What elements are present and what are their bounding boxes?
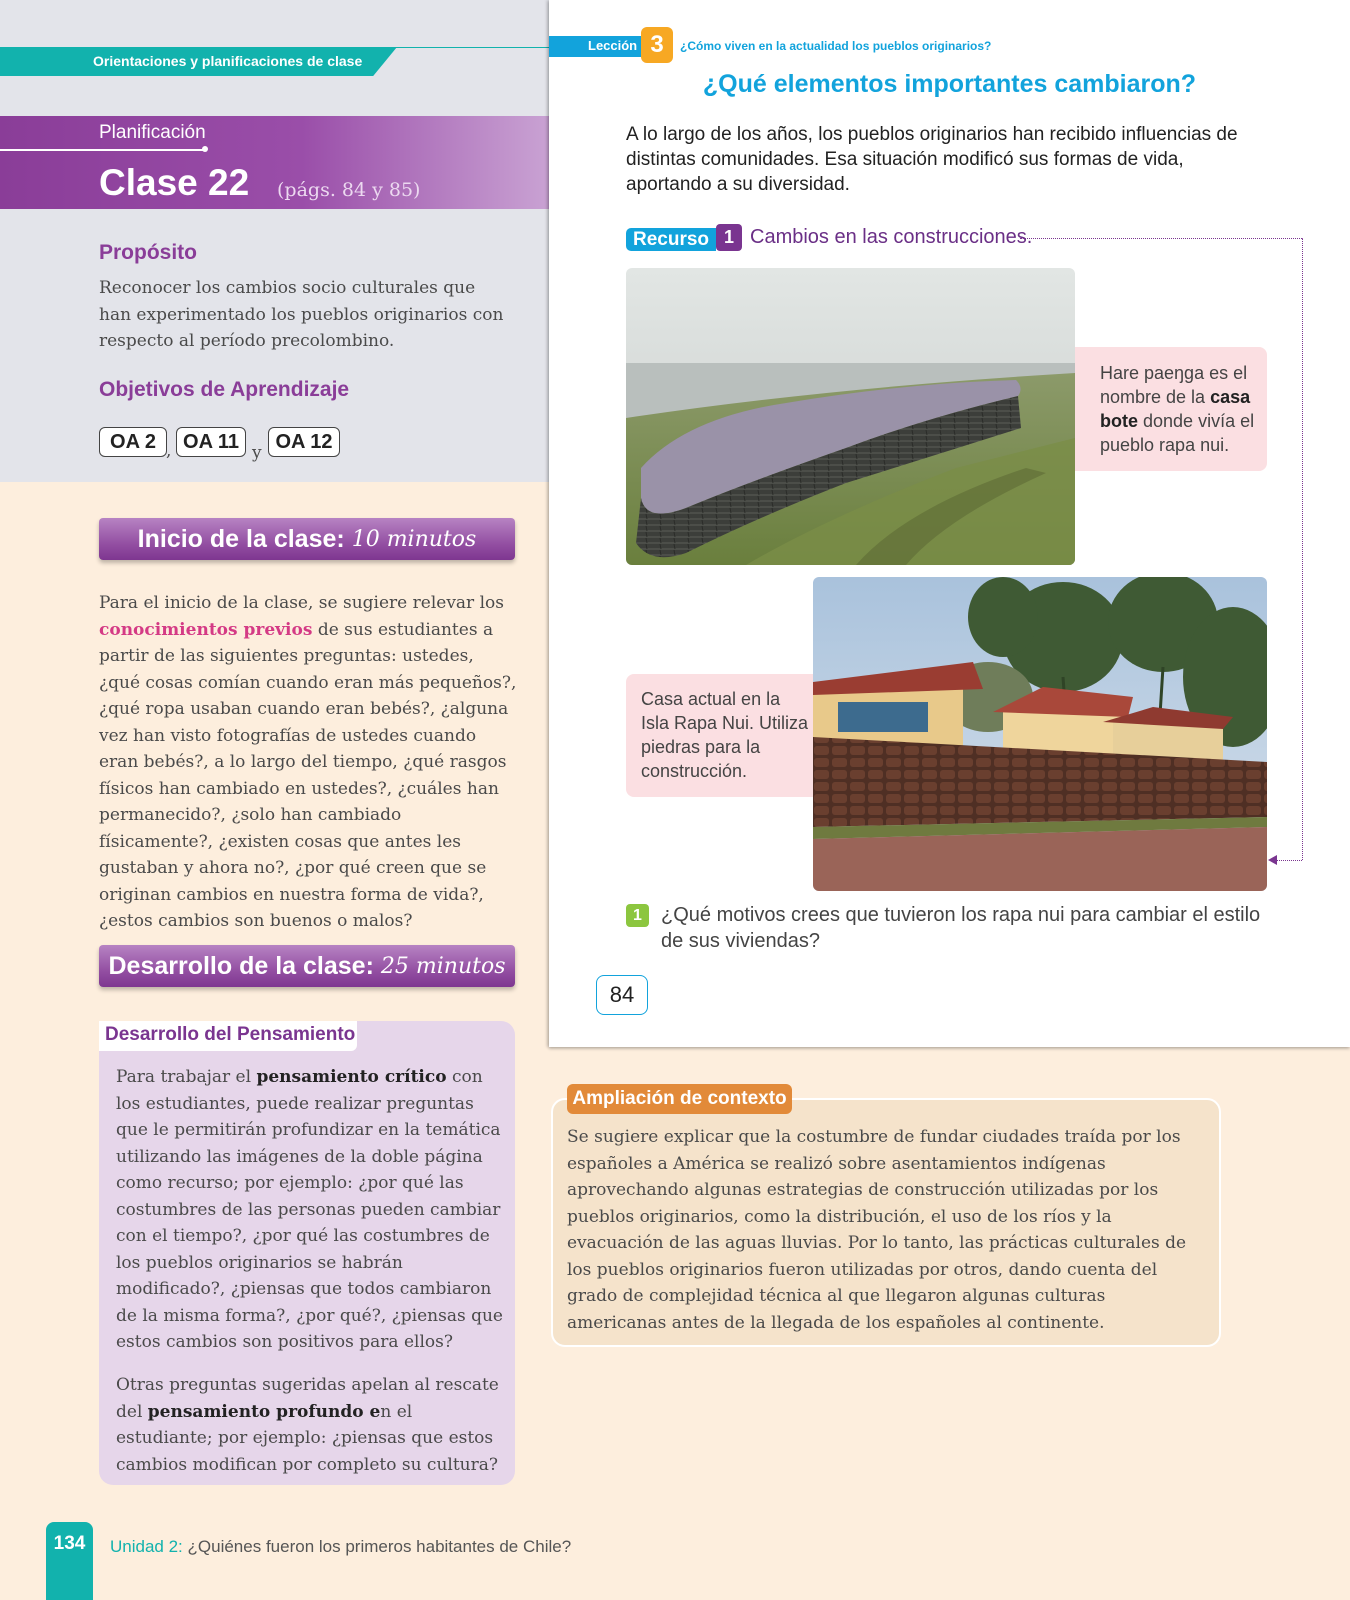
inicio-text (99, 590, 519, 935)
inicio-text-b: de sus estudiantes a partir de las siguientes preguntas: ustedes, ¿qué cosas comían cuando eran más pequeños?, ¿qué ropa usaban cuando eran bebés?, ¿alguna vez han visto fotografías de ustedes cuando eran bebés?, a lo largo del tiempo, ¿qué rasgos físicos han cambiado en ustedes?, ¿cuáles han permanecido?, ¿solo han cambiado físicamente?, ¿existen cosas que antes les gustaban y ahora no?, ¿por qué creen que se originan cambios en nuestra forma de vida?, ¿estos cambios son buenos o malos? (99, 619, 517, 931)
ampliacion-text: Se sugiere explicar que la costumbre de fundar ciudades traída por los españoles a América se realizó sobre asentamientos indígenas aprovechando algunas estrategias de construcción utilizadas por los pueblos originarios, como la distribución, el uso de los ríos y la evacuación de las aguas lluvias. Por lo tanto, las prácticas culturales de los pueblos originarios fueron utilizadas por otros, dando cuenta del grado de complejidad técnica al que llegaron algunas culturas americanas antes de la llegada de los españoles al continente. (567, 1127, 1187, 1333)
recurso-arrow-icon (1268, 855, 1277, 865)
caption1-text-a: Hare paeŋga es el nombre de la (1100, 363, 1248, 407)
casa-bote-bold: casa bote (1100, 387, 1251, 431)
inicio-text-a: Para el inicio de la clase, se sugiere relevar los (99, 593, 504, 613)
recurso-title: Cambios en las construcciones. (750, 226, 1033, 248)
casa-actual-illustration (813, 577, 1267, 891)
oa-separator-comma: , (166, 441, 172, 461)
planificacion-label: Planificación (99, 122, 206, 143)
lesson-intro: A lo largo de los años, los pueblos originarios han recibido influencias de distintas comunidades. Esa situación modificó sus formas de vida, aportando a su diversidad. (626, 124, 1238, 195)
proposito-text: Reconocer los cambios socio culturales que han experimentado los pueblos originarios con respecto al período precolombino. (99, 278, 504, 351)
leccion-question: ¿Cómo viven en la actualidad los pueblos originarios? (680, 39, 992, 53)
footer-unit (110, 1537, 571, 1557)
inicio-time: 10 minutos (351, 526, 477, 552)
hare-paenga-caption (1075, 347, 1267, 471)
recurso-tag: Recurso (626, 228, 716, 251)
recurso-dotted-line-right (1302, 238, 1303, 860)
oa-separator-y: y (252, 443, 262, 463)
oa-badge-2: OA 2 (99, 427, 167, 457)
proposito-heading: Propósito (99, 241, 197, 264)
dp1-text-a: Para trabajar el (116, 1067, 252, 1087)
question-number-badge: 1 (626, 904, 649, 927)
desarrollo-paragraph-2 (116, 1372, 506, 1478)
objetivos-heading: Objetivos de Aprendizaje (99, 378, 350, 401)
hare-paenga-illustration (626, 268, 1075, 565)
planificacion-rule (0, 149, 205, 151)
ampliacion-title: Ampliación de contexto (567, 1084, 792, 1114)
recurso-dotted-line-bottom (1275, 860, 1302, 861)
footer-page-number: 134 (53, 1533, 86, 1554)
casa-actual-caption: Casa actual en la Isla Rapa Nui. Utiliza piedras para la construcción. (626, 674, 813, 797)
dp2-text-b: n el estudiante; por ejemplo: ¿piensas que estos cambios modifican por completo su cultura? (116, 1401, 498, 1475)
footer-unit-label: Unidad 2: (110, 1537, 183, 1556)
leccion-label: Lección (588, 38, 638, 53)
oa-badge-12: OA 12 (268, 427, 340, 457)
hare-paenga-photo (626, 268, 1075, 565)
dp2-text-a: Otras preguntas sugeridas apelan al rescate del (116, 1375, 499, 1422)
activity-question: ¿Qué motivos crees que tuvieron los rapa nui para cambiar el estilo de sus viviendas? (661, 904, 1261, 952)
pensamiento-critico-bold: pensamiento crítico (256, 1067, 447, 1087)
desarrollo-section-bar (99, 945, 515, 987)
dp1-text-b: con los estudiantes, puede realizar preguntas que le permitirán profundizar en la temática utilizando las imágenes de la doble página como recurso; por ejemplo: ¿por qué las costumbres de las personas pueden cambiar con el tiempo?, ¿por qué las costumbres de los pueblos originarios se habrán modificado?, ¿piensas que todos cambiaron de la misma forma?, ¿por qué?, ¿piensas que estos cambios son positivos para ellos? (116, 1067, 503, 1352)
desarrollo-pensamiento-title: Desarrollo del Pensamiento (105, 1024, 356, 1045)
orientaciones-label: Orientaciones y planificaciones de clase (93, 53, 363, 69)
desarrollo-paragraph-1 (116, 1064, 506, 1356)
inicio-label: Inicio de la clase: (137, 524, 345, 553)
clase-band (0, 116, 549, 209)
planificacion-rule-dot (202, 146, 208, 152)
caption1-text-b: donde vivía el pueblo rapa nui. (1100, 411, 1255, 455)
recurso-dotted-line-top (1020, 238, 1302, 239)
conocimientos-previos-highlight: conocimientos previos (99, 619, 313, 640)
banner-rule (390, 47, 550, 48)
clase-title: Clase 22 (99, 162, 250, 203)
casa-actual-photo (813, 577, 1267, 891)
clase-pages-ref: (págs. 84 y 85) (277, 179, 421, 201)
oa-badge-11: OA 11 (176, 427, 246, 457)
student-page-number: 84 (596, 975, 648, 1015)
desarrollo-time: 25 minutos (380, 953, 506, 979)
inicio-section-bar (99, 518, 515, 560)
pensamiento-profundo-bold: pensamiento profundo e (147, 1401, 381, 1422)
desarrollo-label: Desarrollo de la clase: (108, 951, 374, 980)
leccion-number: 3 (641, 27, 673, 63)
footer-unit-title: ¿Quiénes fueron los primeros habitantes de Chile? (187, 1537, 572, 1556)
lesson-title: ¿Qué elementos importantes cambiaron? (702, 70, 1197, 98)
recurso-number: 1 (716, 224, 742, 251)
